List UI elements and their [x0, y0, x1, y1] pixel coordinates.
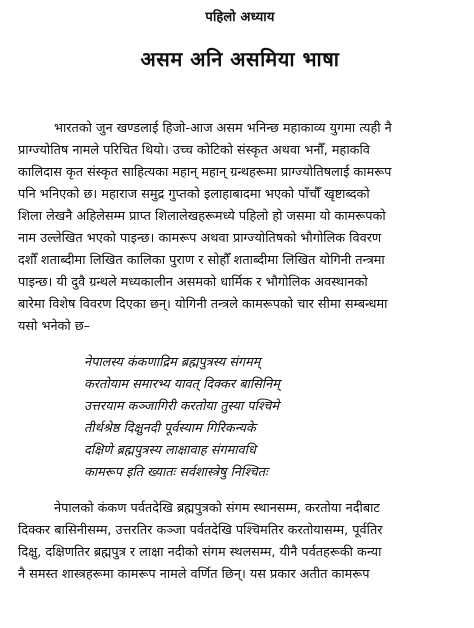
- paragraph-line: कालिदास कृत संस्कृत साहित्यका महान् महान् ग्रन्थहरूमा प्राग्ज्योतिषलाई कामरूप: [18, 165, 392, 180]
- verse-line: तीर्थश्रेष्ठ दिक्षुनदी पूर्वस्याम गिरिकन्यके: [84, 421, 256, 436]
- paragraph-line: नै समस्त शास्त्रहरूमा कामरूप नामले वर्णित छिन्। यस प्रकार अतीत कामरूप: [18, 567, 370, 582]
- chapter-label: पहिलो अध्याय: [205, 10, 275, 25]
- paragraph-line: शिला लेखनै अहिलेसम्म प्राप्त शिलालेखहरूमध्ये पहिलो हो जसमा यो कामरूपको: [18, 209, 386, 224]
- paragraph-line: दिक्कर बासिनीसम्म, उत्तरतिर कञ्जा पर्वतदेखि पश्चिमतिर करतोयासम्म, पूर्वतिर: [18, 523, 383, 538]
- paragraph-line: यसो भनेको छ–: [18, 319, 91, 334]
- paragraph-2: [18, 498, 462, 586]
- paragraph-1: [18, 118, 462, 338]
- paragraph-line: पाइन्छ। यी दुवै ग्रन्थले मध्यकालीन असमको धार्मिक र भौगोलिक अवस्थानको: [18, 275, 368, 290]
- paragraph-line: दिक्षु, दक्षिणतिर ब्रह्मपुत्र र लाक्षा नदीको संगम स्थलसम्म, यीनै पर्वतहरूकी कन्या: [18, 545, 382, 560]
- page-title: असम अनि असमिया भाषा: [140, 47, 340, 71]
- paragraph-line: भारतको जुन खण्डलाई हिजो-आज असम भनिन्छ महाकाव्य युगमा त्यही नै: [54, 121, 392, 136]
- verse-line: करतोयाम समारभ्य यावत् दिक्कर बासिनिम्: [84, 377, 280, 392]
- sanskrit-verse: [18, 352, 462, 484]
- paragraph-line: दशौँ शताब्दीमा लिखित कालिका पुराण र सोहौँ शताब्दीमा लिखित योगिनी तन्त्रमा: [18, 253, 385, 268]
- paragraph-line: बारेमा विशेष विवरण दिएका छन्। योगिनी तन्त्रले कामरूपको चार सीमा सम्बन्धमा: [18, 297, 388, 312]
- paragraph-line: पनि भनिएको छ। महाराज समुद्र गुप्तको इलाहाबादमा भएको पाँचौँ खृष्टाब्दको: [18, 187, 370, 202]
- verse-line: नेपालस्य कंकणाद्रिम ब्रह्मपुत्रस्य संगमम्: [84, 355, 261, 370]
- paragraph-line: नेपालको कंकण पर्वतदेखि ब्रह्मपुत्रको संगम स्थानसम्म, करतोया नदीबाट: [54, 501, 380, 516]
- verse-line: दक्षिणे ब्रह्मपुत्रस्य लाक्षावाह संगमावधि: [84, 443, 256, 458]
- verse-line: कामरूप इति ख्यातः सर्वशास्त्रेषु निश्चितः: [84, 465, 268, 480]
- paragraph-line: नाम उल्लेखित भएको पाइन्छ। कामरूप अथवा प्राग्ज्योतिषको भौगोलिक विवरण: [18, 231, 382, 246]
- paragraph-line: प्राग्ज्योतिष नामले परिचित थियो। उच्च कोटिको संस्कृत अथवा भनौँ, महाकवि: [18, 143, 370, 158]
- verse-line: उत्तरयाम कञ्जागिरी करतोया तुस्या पश्चिमे: [84, 399, 280, 414]
